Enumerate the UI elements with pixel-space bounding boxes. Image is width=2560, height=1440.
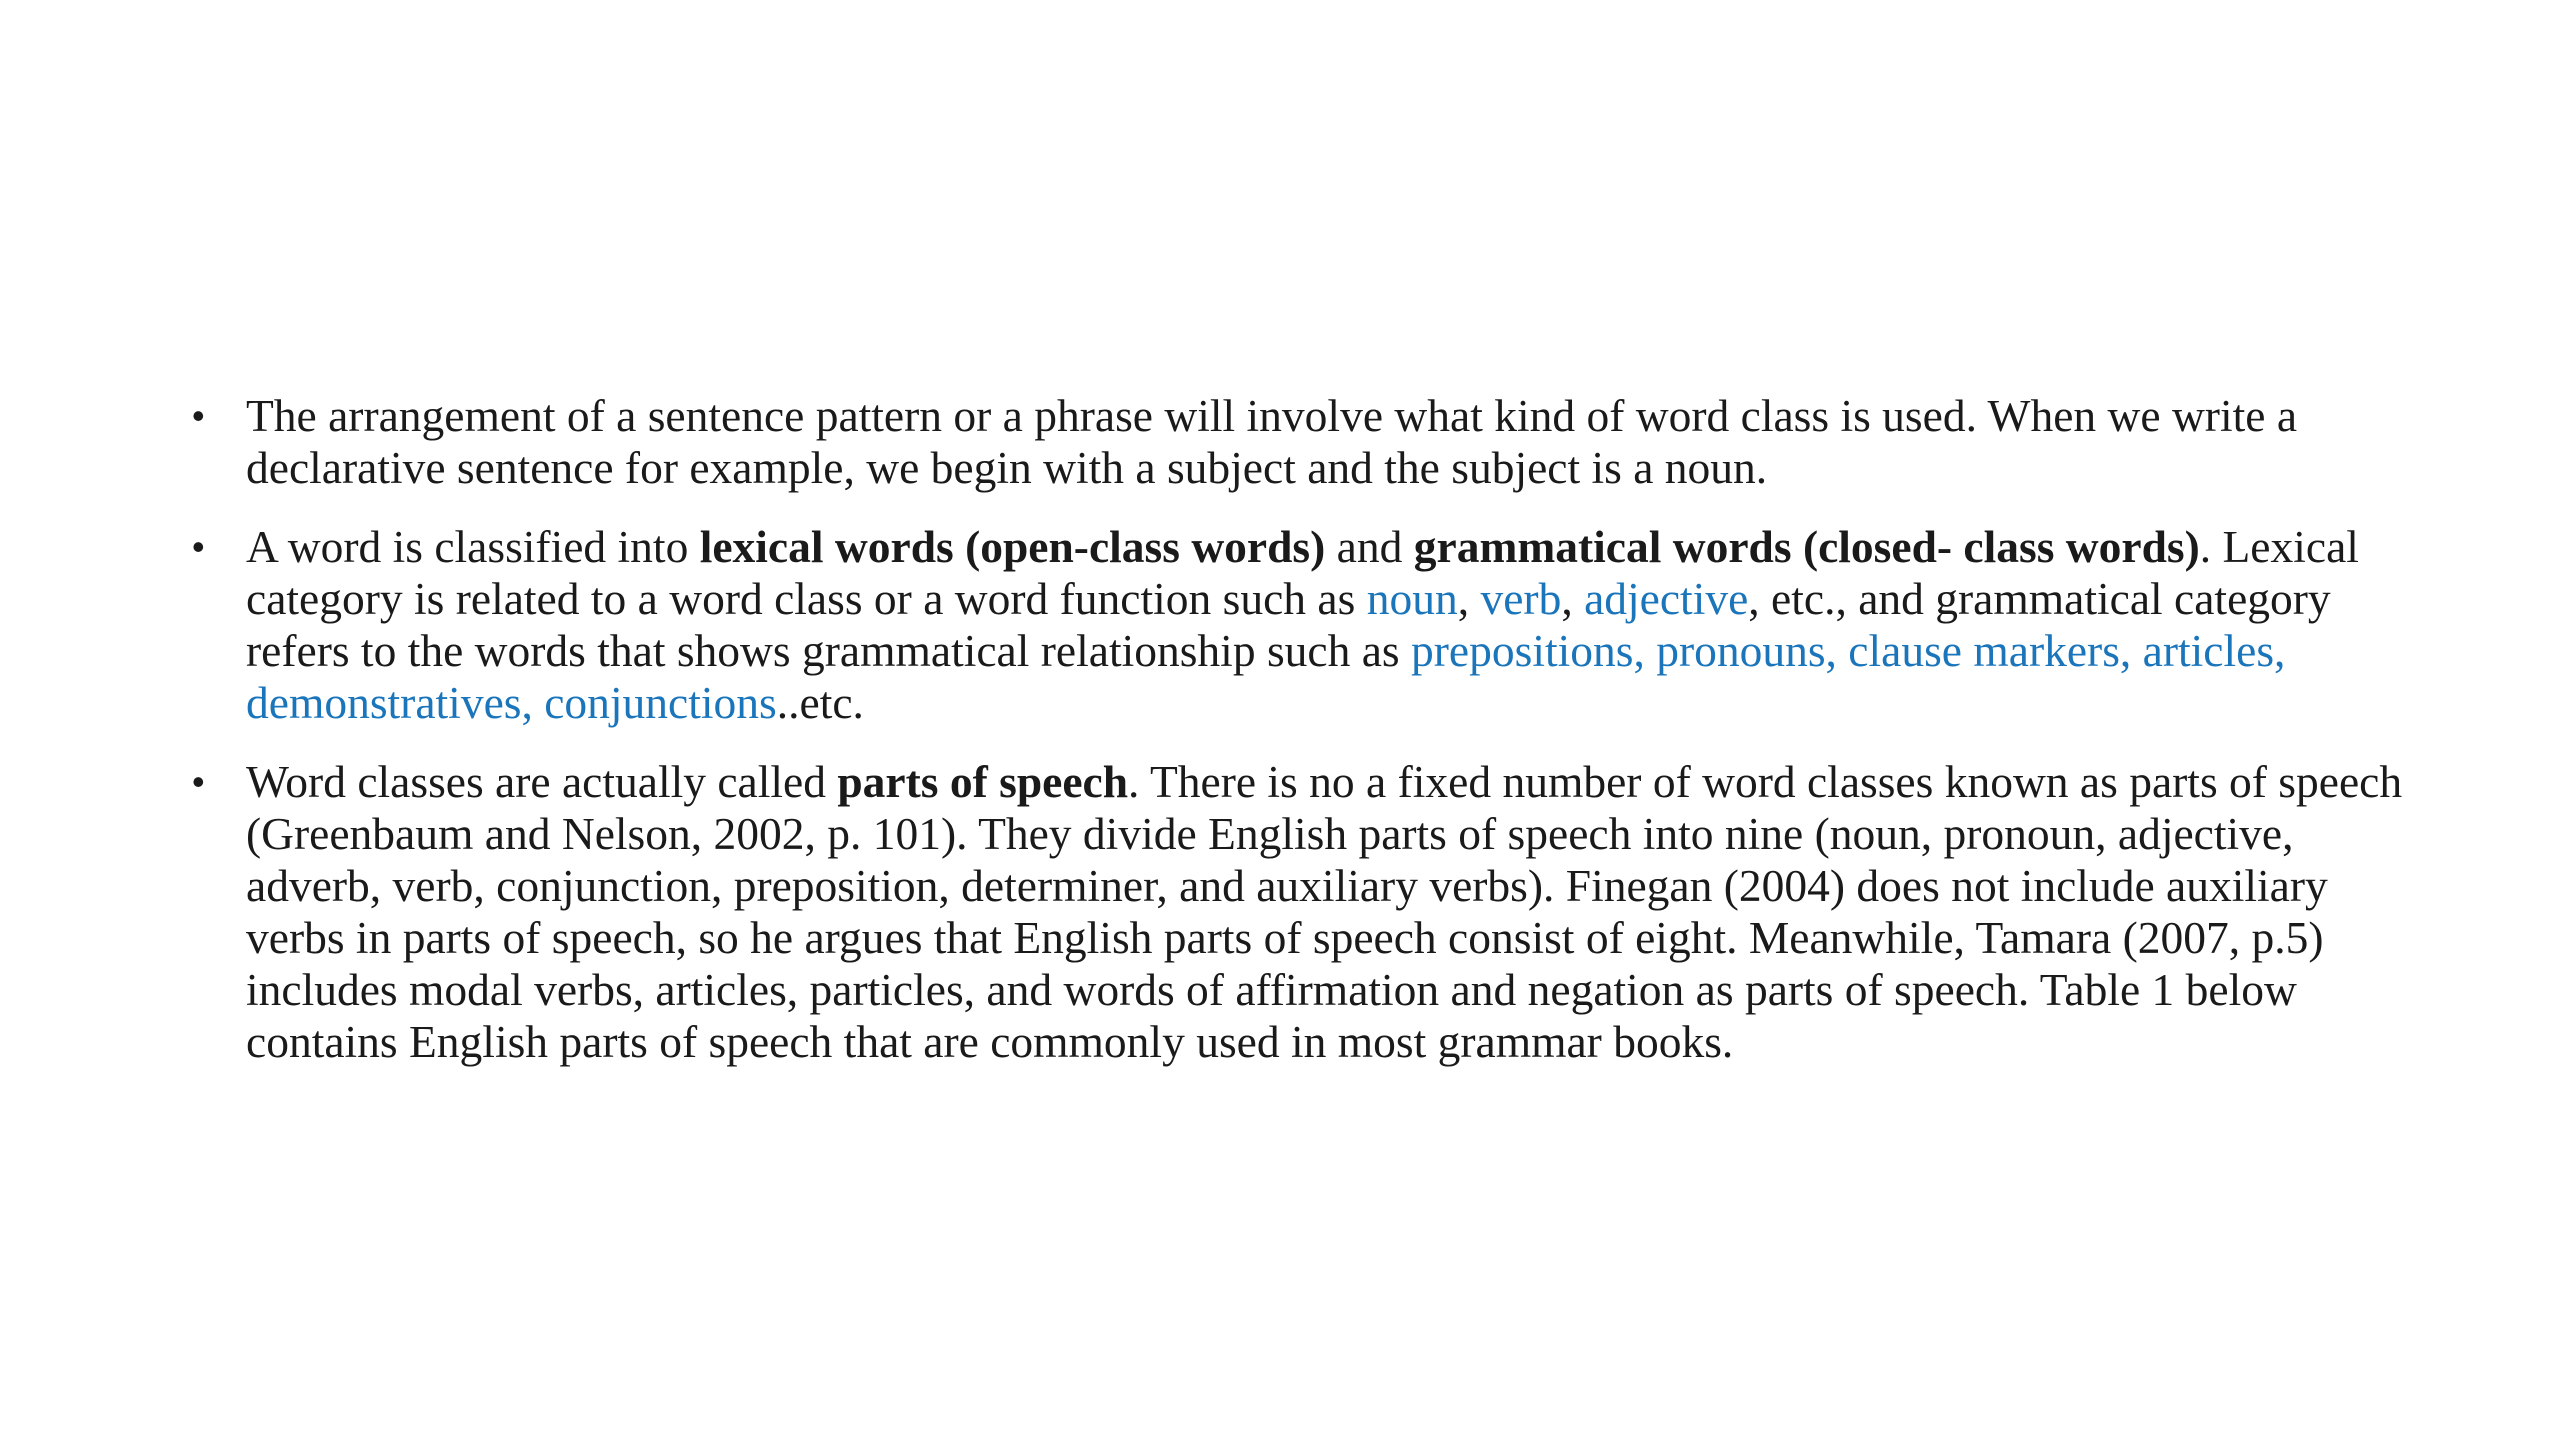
term-parts-of-speech: parts of speech	[837, 756, 1129, 807]
bullet-marker: •	[192, 395, 205, 436]
paragraph-text: and	[1325, 521, 1414, 572]
bullet-marker: •	[192, 526, 205, 567]
term-verb: verb	[1480, 573, 1562, 624]
paragraph-text: ..etc.	[776, 677, 864, 728]
term-noun: noun	[1366, 573, 1458, 624]
term-lexical-words: lexical words (open-class words)	[699, 521, 1326, 572]
bullet-item-classification	[192, 521, 2432, 729]
term-grammatical-examples: prepositions, pronouns, clause markers, articles, demonstratives, conjunctions	[246, 625, 2286, 728]
paragraph-text: , etc., and grammatical category refers to the words that shows grammatical relationship such as	[246, 573, 2331, 676]
bullet-marker: •	[192, 761, 205, 802]
paragraph-text: A word is classified into	[246, 521, 700, 572]
paragraph-text: Word classes are actually called	[246, 756, 838, 807]
paragraph-text: ,	[1457, 573, 1481, 624]
bullet-list	[192, 390, 2432, 1095]
bullet-item-arrangement	[192, 390, 2432, 494]
bullet-item-parts-of-speech	[192, 756, 2432, 1068]
term-adjective: adjective	[1584, 573, 1749, 624]
paragraph-text: The arrangement of a sentence pattern or a phrase will involve what kind of word class is used. When we write a declarative sentence for example, we begin with a subject and the subject is a noun.	[246, 390, 2298, 493]
paragraph-text: . Lexical category is related to a word class or a word function such as	[246, 521, 2359, 624]
paragraph-text: ,	[1561, 573, 1585, 624]
term-grammatical-words: grammatical words (closed- class words)	[1413, 521, 2200, 572]
paragraph-text: . There is no a fixed number of word classes known as parts of speech (Greenbaum and Nelson, 2002, p. 101). They divide English parts of speech into nine (noun, pronoun, adjective, adverb, verb, conjunction, preposition, determiner, and auxiliary verbs). Finegan (2004) does not include auxiliary verbs in parts of speech, so he argues that English parts of speech consist of eight. Meanwhile, Tamara (2007, p.5) includes modal verbs, articles, particles, and words of affirmation and negation as parts of speech. Table 1 below contains English parts of speech that are commonly used in most grammar books.	[246, 756, 2403, 1067]
